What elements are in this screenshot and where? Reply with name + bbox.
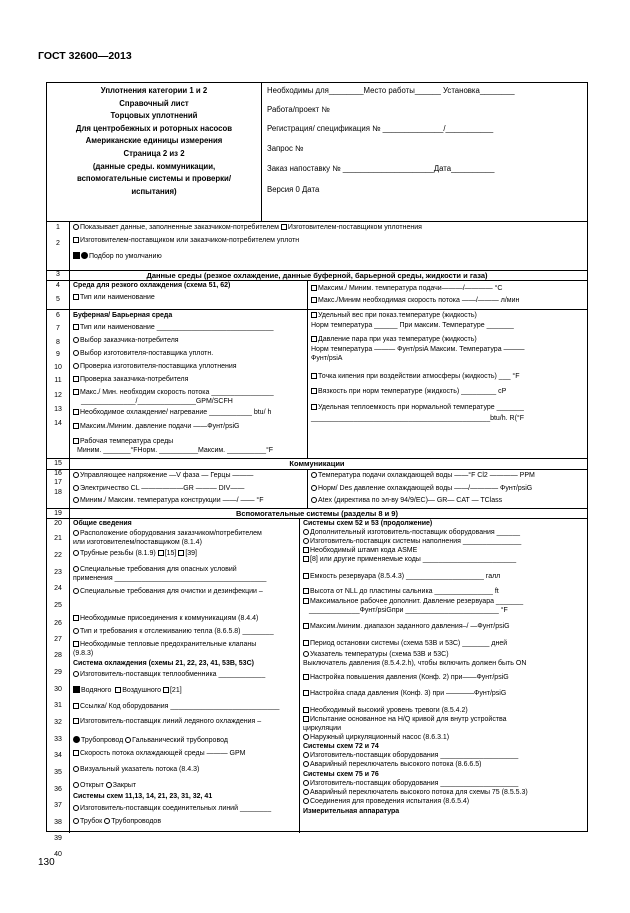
option-customer-select[interactable]: Выбор заказчика-потребителя <box>73 337 179 345</box>
radio-icon[interactable] <box>303 798 309 804</box>
radio-icon[interactable] <box>303 538 309 544</box>
cooling-field[interactable]: Необходимое охлаждение/ нагревание ___________ btu/ h <box>73 409 271 417</box>
checkbox-icon[interactable] <box>303 588 309 594</box>
legend-line-1: Показывает данные, заполненные заказчиком-потребителем Изготовителем-поставщиком уплотнения <box>73 224 422 232</box>
other-codes-field[interactable]: [8] или другие применяемые коды ________________________ <box>303 556 516 564</box>
radio-icon[interactable] <box>303 734 309 740</box>
row-number: 6 <box>56 312 60 319</box>
piping-type-options[interactable]: Трубопровод Гальванический трубопровод <box>73 736 228 745</box>
radio-icon[interactable] <box>73 766 79 772</box>
reservoir-capacity-field[interactable]: Емкость резервуара (8.5.4.3) ____________________ галл <box>303 573 500 581</box>
radio-icon[interactable] <box>73 497 79 503</box>
plans-75-76-vendor-field[interactable]: Изготовитель-поставщик оборудования ____________________ <box>303 780 518 788</box>
checkbox-icon[interactable] <box>303 640 309 646</box>
checkbox-icon[interactable] <box>303 690 309 696</box>
row-number: 13 <box>54 406 62 413</box>
fill-system-vendor-field[interactable]: Изготовитель-поставщик системы наполнения _______________ <box>303 538 521 546</box>
divider <box>307 280 308 458</box>
checkbox-icon[interactable] <box>311 373 317 379</box>
divider <box>299 518 300 833</box>
asme-stamp-field[interactable]: Необходимый штамп кода ASME <box>303 547 417 555</box>
legend-line-2: Изготовителем-поставщиком или заказчиком-потребителем уплотн <box>73 237 299 245</box>
pipe-threads-field[interactable]: Трубные резьбы (8.1.9) [15] [39] <box>73 550 197 558</box>
flow-rate-units: ______________/_______________GPM/SCFH <box>81 398 233 405</box>
divider <box>47 469 587 470</box>
hazardous-req-cont: применения _______________________________________ <box>73 575 267 582</box>
radio-icon[interactable] <box>73 628 79 634</box>
checkbox-icon[interactable] <box>73 294 79 300</box>
row-number: 35 <box>54 769 62 776</box>
additional-vendor-field[interactable]: Дополнительный изготовитель-поставщик оборудования ______ <box>303 529 520 537</box>
plans-72-74-label: Системы схем 72 и 74 <box>303 743 379 750</box>
checkbox-icon[interactable] <box>311 285 317 291</box>
cooling-system-label: Система охлаждения (схемы 21, 22, 23, 41, 53B, 53C) <box>73 660 254 667</box>
pressure-range-field[interactable]: Максим./миним. диапазон заданного давления–/ —Фунт/psiG <box>303 623 510 631</box>
checkbox-icon[interactable] <box>73 409 79 415</box>
row-number: 21 <box>54 535 62 542</box>
radio-icon[interactable] <box>73 363 79 369</box>
divider <box>69 221 70 833</box>
row-number: 14 <box>54 420 62 427</box>
working-temp-values: Миним. _______°FНорм. __________Максим. __________°F <box>77 447 274 454</box>
radio-icon[interactable] <box>303 780 309 786</box>
specific-heat-unit: ______________________________________________btu/h. R(°F <box>311 415 525 422</box>
supply-temp-field[interactable]: Максим./ Миним. температура подачи———/———— °C <box>311 285 502 293</box>
checked-box-icon <box>73 252 80 259</box>
radio-icon[interactable] <box>73 350 79 356</box>
high-flow-switch-75-field[interactable]: Аварийный переключатель высокого потока для схемы 75 (8.5.5.3) <box>303 789 528 797</box>
option-customer-check[interactable]: Проверка заказчика-потребителя <box>73 376 188 384</box>
row-number: 12 <box>54 392 62 399</box>
checkbox-icon[interactable] <box>73 324 79 330</box>
equipment-location-field[interactable]: Расположение оборудования заказчиком/потребителем <box>73 530 262 538</box>
max-reservoir-pressure-values: _____________Фунт/psiGпри ________________________ °F <box>309 607 508 614</box>
external-pump-field[interactable]: Наружный циркуляционный насос (8.6.3.1) <box>303 734 449 742</box>
row-number: 40 <box>54 851 62 858</box>
temp-indicator-field[interactable]: Указатель температуры (схема 53B и 53C) <box>303 651 449 659</box>
radio-icon[interactable] <box>73 782 79 788</box>
radio-icon[interactable] <box>303 651 309 657</box>
checkbox-icon[interactable] <box>303 623 309 629</box>
test-connections-field[interactable]: Соединения для проведения испытания (8.6.5.4) <box>303 798 469 806</box>
section-title-aux: Вспомогательные системы (разделы 8 и 9) <box>236 509 398 518</box>
row-number: 8 <box>56 339 60 346</box>
cleaning-req-field[interactable]: Специальные требования для очистки и дезинфекции – <box>73 588 263 596</box>
radio-icon[interactable] <box>73 472 79 478</box>
coolant-flow-field[interactable]: Скорость потока охлаждающей среды ——— GPM <box>73 750 246 758</box>
open-closed-options[interactable]: Открыт Закрыт <box>73 782 136 790</box>
checkbox-icon[interactable] <box>178 550 184 556</box>
divider <box>47 309 587 310</box>
checked-box-icon[interactable] <box>73 686 80 693</box>
row-number: 10 <box>54 364 62 371</box>
radio-icon[interactable] <box>106 782 112 788</box>
divider <box>47 221 587 222</box>
heat-exchanger-vendor-field[interactable]: Изготовитель-поставщик теплообменника ____________ <box>73 671 265 679</box>
row-number: 27 <box>54 636 62 643</box>
cooling-water-pressure-field[interactable]: Норм/ Des давление охлаждающей воды ——/———— Фунт/psiG <box>311 485 532 493</box>
row-number: 7 <box>56 325 60 332</box>
option-vendor-select[interactable]: Выбор изготовителя-поставщика уплотн. <box>73 350 213 358</box>
checkbox-icon[interactable] <box>73 376 79 382</box>
connecting-lines-vendor-field[interactable]: Изготовитель-поставщик соединительных линий ________ <box>73 805 271 813</box>
row-number: 22 <box>54 552 62 559</box>
checkbox-icon[interactable] <box>311 388 317 394</box>
atex-field[interactable]: Atex (директива по эл-ву 94/9/EC)— GR— CAT — TClass <box>311 497 502 505</box>
section-title-comm: Коммуникации <box>289 459 345 468</box>
checkbox-icon[interactable] <box>311 297 317 303</box>
page-number: 130 <box>38 857 55 868</box>
flow-rate-field[interactable]: Макс./ Мин. необходим скорость потока ________________ <box>73 389 274 397</box>
radio-icon[interactable] <box>73 671 79 677</box>
electricity-field[interactable]: Электричество CL ——————GR ——— DIV—— <box>73 485 244 493</box>
header-left: Уплотнения категории 1 и 2 Справочный лист Торцовых уплотнений Для центробежных и роторных насосов Американские единицы измерения Страница 2 из 2 (данные среды. коммуникации, вспомогательные системы и проверки/ испытания) <box>75 86 233 196</box>
checkbox-icon[interactable] <box>73 641 79 647</box>
row-number: 4 <box>56 282 60 289</box>
checkbox-icon[interactable] <box>73 389 79 395</box>
row-number: 2 <box>56 240 60 247</box>
radio-icon[interactable] <box>311 497 317 503</box>
row-number: 34 <box>54 752 62 759</box>
row-number: 3 <box>56 271 60 278</box>
checkbox-icon[interactable] <box>303 674 309 680</box>
option-vendor-check[interactable]: Проверка изготовителя-поставщика уплотнения <box>73 363 237 371</box>
section-title-fluid: Данные среды (резкое охлаждение, данные буферной, барьерной среды, жидкости и газа) <box>146 271 488 280</box>
checkbox-icon[interactable] <box>311 336 317 342</box>
checkbox-icon[interactable] <box>115 687 121 693</box>
checkbox-icon[interactable] <box>158 550 164 556</box>
radio-icon[interactable] <box>303 752 309 758</box>
equipment-code-field[interactable]: Ссылка/ Код оборудования ____________________________ <box>73 703 279 711</box>
checkbox-icon[interactable] <box>303 598 309 604</box>
divider <box>261 83 262 221</box>
row-number: 25 <box>54 602 62 609</box>
row-number: 26 <box>54 620 62 627</box>
row-number: 38 <box>54 819 62 826</box>
radio-icon[interactable] <box>73 485 79 491</box>
datasheet-frame <box>46 82 588 858</box>
boiling-point-field[interactable]: Точка кипения при воздействии атмосферы (жидкость) ___ °F <box>311 373 520 381</box>
radio-icon[interactable] <box>311 485 317 491</box>
supply-pressure-field[interactable]: Максим./Миним. давление подачи ——Фунт/psiG <box>73 423 240 431</box>
specific-heat-field[interactable]: Удельная теплоемкость при нормальной температуре _______ <box>311 404 524 412</box>
divider <box>307 469 308 508</box>
checkbox-icon[interactable] <box>303 707 309 713</box>
radio-icon[interactable] <box>311 472 317 478</box>
checkbox-icon[interactable] <box>303 716 309 722</box>
equipment-location-cont: или изготовителем/поставщиком (8.1.4) <box>73 539 202 546</box>
plans-11-41-label: Системы схем 11,13, 14, 21, 23, 31, 32, 41 <box>73 793 213 800</box>
checkbox-icon[interactable] <box>311 404 317 410</box>
radio-icon[interactable] <box>73 588 79 594</box>
row-number: 31 <box>54 702 62 709</box>
radio-icon[interactable] <box>303 789 309 795</box>
selected-radio-icon <box>81 252 88 259</box>
row-number: 28 <box>54 652 62 659</box>
viscosity-field[interactable]: Вязкость при норм температуре (жидкость) _________ cP <box>311 388 506 396</box>
design-temp-field[interactable]: Миним./ Максим. температура конструкции ——/ —— °F <box>73 497 263 505</box>
row-number: 29 <box>54 669 62 676</box>
radio-icon[interactable] <box>73 337 79 343</box>
quench-fluid-name[interactable]: Тип или наименование <box>73 294 155 302</box>
plans-75-76-label: Системы схем 75 и 76 <box>303 771 379 778</box>
checkbox-icon[interactable] <box>303 556 309 562</box>
ice-lines-vendor-field[interactable]: Изготовитель-поставщик линий ледяного охлаждения – <box>73 718 261 726</box>
hq-test-field[interactable]: Испытание основанное на H/Q кривой для внутр устройства <box>303 716 507 724</box>
plans-72-74-vendor-field[interactable]: Изготовитель-поставщик оборудования ____________________ <box>303 752 518 760</box>
row-number: 19 <box>54 510 62 517</box>
row-number: 32 <box>54 719 62 726</box>
radio-icon <box>73 224 79 230</box>
vapor-pressure-unit: Фунт/psiA <box>311 355 343 362</box>
radio-icon[interactable] <box>303 529 309 535</box>
shutdown-period-field[interactable]: Период остановки системы (схема 53B и 53C) _______ дней <box>303 640 507 648</box>
radio-icon[interactable] <box>303 761 309 767</box>
general-info-label: Общие сведения <box>73 520 132 527</box>
required-flow-field[interactable]: Макс./Миним необходимая скорость потока ——/——— л/мин <box>311 297 519 305</box>
max-reservoir-pressure-field[interactable]: Максимальное рабочее дополнит. Давление резервуара _______ <box>303 598 523 606</box>
hazardous-req-field[interactable]: Специальные требования для опасных условий <box>73 566 237 574</box>
specific-gravity-field[interactable]: Удельный вес при показ.температуре (жидкость) <box>311 312 477 320</box>
row-number: 33 <box>54 736 62 743</box>
row-number: 37 <box>54 802 62 809</box>
checkbox-icon <box>281 224 287 230</box>
relief-valves-ref: (9.8.3) <box>73 650 94 657</box>
checkbox-icon <box>73 237 79 243</box>
flow-indicator-field[interactable]: Визуальный указатель потока (8.4.3) <box>73 766 199 774</box>
cooling-water-temp-field[interactable]: Температура подачи охлаждающей воды ——°F Cl2 ———— PPM <box>311 472 535 480</box>
row-number: 23 <box>54 569 62 576</box>
pressure-rise-setting-field[interactable]: Настройка повышения давления (Конф. 2) при——Фунт/psiG <box>303 674 509 682</box>
radio-icon[interactable] <box>73 550 79 556</box>
pressure-drop-setting-field[interactable]: Настройка спада давления (Конф. 3) при ————Фунт/psiG <box>303 690 506 698</box>
pressure-switch-note: Выключатель давления (8.5.4.2.h), чтобы включить должен быть ON <box>303 660 527 667</box>
working-temp-field[interactable]: Рабочая температура среды <box>73 438 173 446</box>
checkbox-icon[interactable] <box>73 718 79 724</box>
row-number: 5 <box>56 296 60 303</box>
checkbox-icon[interactable] <box>73 750 79 756</box>
header-right: Необходимы для________Место работы______ Установка________ Работа/проект № Регистрация/ спецификация № ______________/___________ Запрос № Заказ напоставку № _____________________Дата__________ Версия 0 Дата <box>267 86 515 194</box>
checkbox-icon[interactable] <box>73 703 79 709</box>
control-voltage-field[interactable]: Управляющее напряжение —V фаза — Герцы ——— <box>73 472 253 480</box>
vapor-pressure-field[interactable]: Давление пара при указ температуре (жидкость) <box>311 336 477 344</box>
row-number: 20 <box>54 520 62 527</box>
row-number: 11 <box>54 377 62 384</box>
heat-tracing-field[interactable]: Тип и требования к отслеживанию тепла (8.6.5.8) ________ <box>73 628 274 636</box>
row-number: 18 <box>54 489 62 496</box>
specific-gravity-values: Норм температура ______ При максим. Температуре _______ <box>311 322 514 329</box>
checkbox-icon[interactable] <box>311 312 317 318</box>
row-number: 39 <box>54 835 62 842</box>
divider <box>47 280 587 281</box>
buffer-fluid-name[interactable]: Тип или наименование ______________________________ <box>73 324 274 332</box>
selected-radio-icon[interactable] <box>73 736 80 743</box>
quench-fluid-label: Среда для резкого охлаждения (схема 51, 62) <box>73 282 231 289</box>
row-number: 36 <box>54 786 62 793</box>
instrumentation-label: Измерительная аппаратура <box>303 808 400 815</box>
nll-height-field[interactable]: Высота от NLL до пластины сальника _______________ ft <box>303 588 499 596</box>
row-number: 9 <box>56 351 60 358</box>
row-number: 16 <box>54 470 62 477</box>
radio-icon[interactable] <box>125 737 131 743</box>
row-number: 30 <box>54 686 62 693</box>
checkbox-icon[interactable] <box>303 573 309 579</box>
radio-icon[interactable] <box>73 818 79 824</box>
row-number: 15 <box>54 460 62 467</box>
checkbox-icon[interactable] <box>163 687 169 693</box>
cooler-type-options[interactable]: Водяного Воздушного [21] <box>73 686 182 695</box>
tube-pipe-options[interactable]: Трубок Трубопроводов <box>73 818 161 826</box>
buffer-fluid-label: Буферная/ Барьерная среда <box>73 312 173 319</box>
row-number: 1 <box>56 224 60 231</box>
standard-title: ГОСТ 32600—2013 <box>38 50 132 62</box>
relief-valves-field[interactable]: Необходимые тепловые предохранительные клапаны <box>73 641 256 649</box>
checkbox-icon[interactable] <box>73 423 79 429</box>
high-level-alarm-field[interactable]: Необходимый высокий уровень тревоги (8.5.4.2) <box>303 707 468 715</box>
checkbox-icon[interactable] <box>73 615 79 621</box>
legend-line-default: Подбор по умолчанию <box>73 252 162 261</box>
row-number: 17 <box>54 479 62 486</box>
checkbox-icon[interactable] <box>303 547 309 553</box>
radio-icon[interactable] <box>73 530 79 536</box>
radio-icon[interactable] <box>104 818 110 824</box>
high-flow-switch-field[interactable]: Аварийный переключатель высокого потока (8.6.6.5) <box>303 761 481 769</box>
divider <box>47 518 587 519</box>
row-number: 24 <box>54 585 62 592</box>
plans-52-53-label: Системы схем 52 и 53 (продолжение) <box>303 520 433 527</box>
utility-connections-field[interactable]: Необходимые присоединения к коммуникациям (8.4.4) <box>73 615 258 623</box>
checkbox-icon[interactable] <box>73 438 79 444</box>
hq-test-cont: циркуляции <box>303 725 342 732</box>
radio-icon[interactable] <box>73 566 79 572</box>
radio-icon[interactable] <box>73 805 79 811</box>
vapor-pressure-values: Норм температура ——— Фунт/psiA Максим. Температура ——— <box>311 346 525 353</box>
